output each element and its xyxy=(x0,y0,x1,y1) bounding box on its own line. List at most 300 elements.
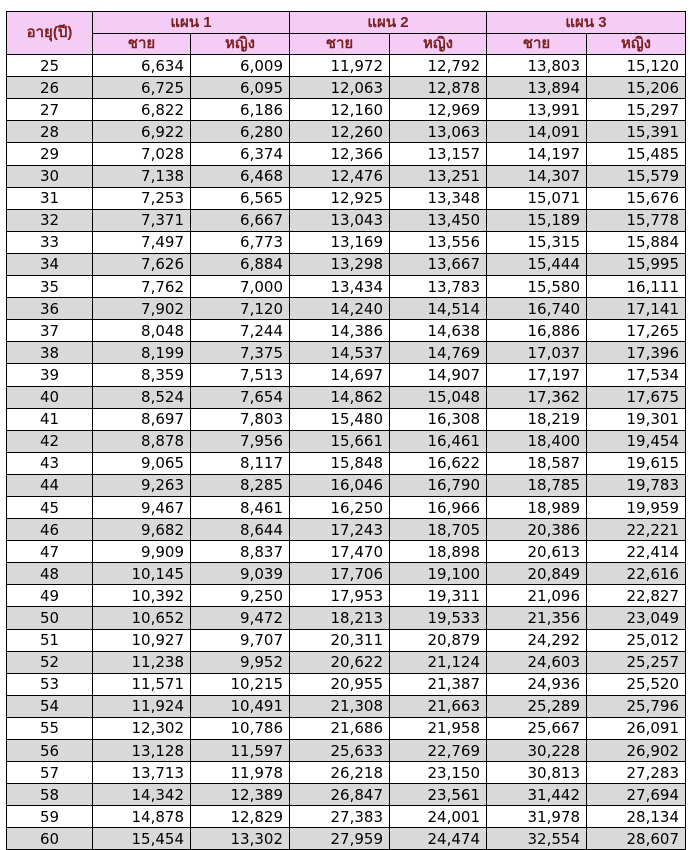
plan-3-male-cell: 25,667 xyxy=(487,717,587,739)
plan-1-female-cell: 10,215 xyxy=(191,673,290,695)
plan-3-male-cell: 20,849 xyxy=(487,563,587,585)
table-row xyxy=(7,364,686,386)
plan-2-female-cell: 12,969 xyxy=(390,99,487,121)
table-row xyxy=(7,717,686,739)
plan-3-male-cell: 16,886 xyxy=(487,320,587,342)
plan-3-female-cell: 25,257 xyxy=(587,651,686,673)
plan-3-male-cell: 20,386 xyxy=(487,519,587,541)
plan-2-male-cell: 13,298 xyxy=(290,253,390,275)
plan-3-female-cell: 19,615 xyxy=(587,452,686,474)
plan-3-female-cell: 15,120 xyxy=(587,55,686,77)
plan-1-female-cell: 7,803 xyxy=(191,408,290,430)
plan-2-female-cell: 13,556 xyxy=(390,231,487,253)
age-cell: 36 xyxy=(7,298,93,320)
plan-3-male-cell: 14,197 xyxy=(487,143,587,165)
table-row xyxy=(7,496,686,518)
plan-2-female-cell: 14,769 xyxy=(390,342,487,364)
plan-1-male-cell: 14,342 xyxy=(93,784,191,806)
plan-2-male-cell: 20,622 xyxy=(290,651,390,673)
plan-1-female-cell: 9,952 xyxy=(191,651,290,673)
plan-2-female-cell: 13,157 xyxy=(390,143,487,165)
plan-1-female-cell: 9,707 xyxy=(191,629,290,651)
plan-1-female-cell: 7,375 xyxy=(191,342,290,364)
plan-3-female-cell: 19,454 xyxy=(587,430,686,452)
plan-3-male-cell: 13,894 xyxy=(487,77,587,99)
plan-1-male-header: ชาย xyxy=(93,34,191,55)
plan-3-female-cell: 25,520 xyxy=(587,673,686,695)
plan-2-male-cell: 17,706 xyxy=(290,563,390,585)
plan-2-male-cell: 11,972 xyxy=(290,55,390,77)
plan-1-female-cell: 6,374 xyxy=(191,143,290,165)
plan-2-female-cell: 14,514 xyxy=(390,298,487,320)
plan-3-male-cell: 15,580 xyxy=(487,276,587,298)
plan-1-male-cell: 7,138 xyxy=(93,165,191,187)
age-cell: 50 xyxy=(7,607,93,629)
plan-1-female-cell: 6,009 xyxy=(191,55,290,77)
premium-table xyxy=(6,11,686,850)
plan-1-male-cell: 14,878 xyxy=(93,806,191,828)
plan-2-male-header: ชาย xyxy=(290,34,390,55)
plan-2-male-cell: 21,308 xyxy=(290,695,390,717)
plan-1-male-cell: 10,652 xyxy=(93,607,191,629)
plan-1-female-cell: 6,186 xyxy=(191,99,290,121)
plan-3-female-cell: 15,297 xyxy=(587,99,686,121)
plan-1-male-cell: 13,713 xyxy=(93,762,191,784)
plan-2-female-header: หญิง xyxy=(390,34,487,55)
age-cell: 44 xyxy=(7,474,93,496)
plan-2-female-cell: 24,474 xyxy=(390,828,487,850)
plan-2-female-cell: 18,705 xyxy=(390,519,487,541)
plan-3-male-cell: 30,228 xyxy=(487,740,587,762)
table-row xyxy=(7,298,686,320)
plan-3-male-cell: 15,315 xyxy=(487,231,587,253)
age-cell: 59 xyxy=(7,806,93,828)
plan-2-male-cell: 12,160 xyxy=(290,99,390,121)
table-row xyxy=(7,762,686,784)
plan-3-male-cell: 16,740 xyxy=(487,298,587,320)
plan-3-male-cell: 15,189 xyxy=(487,209,587,231)
plan-3-male-cell: 24,603 xyxy=(487,651,587,673)
age-cell: 46 xyxy=(7,519,93,541)
age-cell: 37 xyxy=(7,320,93,342)
age-cell: 41 xyxy=(7,408,93,430)
age-cell: 31 xyxy=(7,187,93,209)
plan-3-female-cell: 17,141 xyxy=(587,298,686,320)
plan-2-female-cell: 14,907 xyxy=(390,364,487,386)
plan-1-male-cell: 9,467 xyxy=(93,496,191,518)
plan-2-female-cell: 13,450 xyxy=(390,209,487,231)
plan-3-female-cell: 15,206 xyxy=(587,77,686,99)
table-row xyxy=(7,121,686,143)
plan-2-male-cell: 17,470 xyxy=(290,541,390,563)
plan-3-female-cell: 22,221 xyxy=(587,519,686,541)
header-row-gender xyxy=(7,34,686,55)
plan-1-male-cell: 10,392 xyxy=(93,585,191,607)
plan-2-female-cell: 16,308 xyxy=(390,408,487,430)
plan-2-male-cell: 27,383 xyxy=(290,806,390,828)
plan-1-male-cell: 7,902 xyxy=(93,298,191,320)
age-cell: 43 xyxy=(7,452,93,474)
plan-2-female-cell: 23,150 xyxy=(390,762,487,784)
table-row xyxy=(7,143,686,165)
plan-3-female-cell: 26,091 xyxy=(587,717,686,739)
plan-3-female-cell: 17,396 xyxy=(587,342,686,364)
plan-3-female-cell: 15,579 xyxy=(587,165,686,187)
age-cell: 54 xyxy=(7,695,93,717)
plan-2-male-cell: 17,953 xyxy=(290,585,390,607)
plan-3-female-cell: 27,283 xyxy=(587,762,686,784)
table-row xyxy=(7,828,686,850)
age-cell: 51 xyxy=(7,629,93,651)
age-cell: 55 xyxy=(7,717,93,739)
plan-1-male-cell: 10,145 xyxy=(93,563,191,585)
table-row xyxy=(7,695,686,717)
plan-2-male-cell: 12,925 xyxy=(290,187,390,209)
table-row xyxy=(7,165,686,187)
age-cell: 32 xyxy=(7,209,93,231)
age-cell: 38 xyxy=(7,342,93,364)
table-row xyxy=(7,276,686,298)
plan-3-female-cell: 17,534 xyxy=(587,364,686,386)
plan-1-female-cell: 7,654 xyxy=(191,386,290,408)
plan-3-male-cell: 18,400 xyxy=(487,430,587,452)
plan-3-female-cell: 25,012 xyxy=(587,629,686,651)
plan-2-female-cell: 22,769 xyxy=(390,740,487,762)
table-row xyxy=(7,563,686,585)
plan-1-male-cell: 9,682 xyxy=(93,519,191,541)
plan-2-female-cell: 13,783 xyxy=(390,276,487,298)
plan-3-male-header: ชาย xyxy=(487,34,587,55)
age-cell: 27 xyxy=(7,99,93,121)
plan-1-male-cell: 6,725 xyxy=(93,77,191,99)
plan-1-female-cell: 6,884 xyxy=(191,253,290,275)
plan-1-male-cell: 11,571 xyxy=(93,673,191,695)
plan-2-female-cell: 21,387 xyxy=(390,673,487,695)
plan-3-female-cell: 15,884 xyxy=(587,231,686,253)
plan-3-female-cell: 28,607 xyxy=(587,828,686,850)
age-cell: 25 xyxy=(7,55,93,77)
plan-3-female-cell: 15,391 xyxy=(587,121,686,143)
table-row xyxy=(7,430,686,452)
table-row xyxy=(7,784,686,806)
plan-2-female-cell: 21,663 xyxy=(390,695,487,717)
table-row xyxy=(7,585,686,607)
plan-2-female-cell: 16,461 xyxy=(390,430,487,452)
plan-1-female-cell: 8,461 xyxy=(191,496,290,518)
plan-2-female-cell: 16,966 xyxy=(390,496,487,518)
plan-3-female-cell: 19,959 xyxy=(587,496,686,518)
plan-2-female-cell: 16,790 xyxy=(390,474,487,496)
plan-3-female-cell: 15,995 xyxy=(587,253,686,275)
plan-3-male-cell: 14,091 xyxy=(487,121,587,143)
plan-1-male-cell: 8,048 xyxy=(93,320,191,342)
plan-2-male-cell: 12,366 xyxy=(290,143,390,165)
plan-1-female-cell: 9,472 xyxy=(191,607,290,629)
age-cell: 28 xyxy=(7,121,93,143)
plan-1-female-cell: 11,597 xyxy=(191,740,290,762)
plan-1-male-cell: 7,371 xyxy=(93,209,191,231)
plan-3-male-cell: 14,307 xyxy=(487,165,587,187)
plan-2-male-cell: 18,213 xyxy=(290,607,390,629)
plan-1-male-cell: 7,253 xyxy=(93,187,191,209)
table-row xyxy=(7,474,686,496)
plan-2-female-cell: 19,311 xyxy=(390,585,487,607)
plan-2-female-cell: 13,348 xyxy=(390,187,487,209)
plan-2-female-cell: 12,792 xyxy=(390,55,487,77)
plan-1-male-cell: 8,359 xyxy=(93,364,191,386)
plan-3-female-cell: 22,827 xyxy=(587,585,686,607)
age-cell: 57 xyxy=(7,762,93,784)
plan-2-female-cell: 13,251 xyxy=(390,165,487,187)
age-cell: 29 xyxy=(7,143,93,165)
plan-1-male-cell: 12,302 xyxy=(93,717,191,739)
plan-2-male-cell: 16,046 xyxy=(290,474,390,496)
plan-3-female-cell: 15,485 xyxy=(587,143,686,165)
plan-1-female-cell: 8,644 xyxy=(191,519,290,541)
plan-3-male-cell: 21,096 xyxy=(487,585,587,607)
plan-2-male-cell: 26,847 xyxy=(290,784,390,806)
plan-2-female-cell: 19,533 xyxy=(390,607,487,629)
table-row xyxy=(7,55,686,77)
plan-2-male-cell: 14,537 xyxy=(290,342,390,364)
table-row xyxy=(7,187,686,209)
plan-1-female-cell: 10,491 xyxy=(191,695,290,717)
age-cell: 39 xyxy=(7,364,93,386)
plan-1-female-cell: 6,095 xyxy=(191,77,290,99)
plan-2-female-cell: 15,048 xyxy=(390,386,487,408)
age-cell: 58 xyxy=(7,784,93,806)
plan-1-female-cell: 7,244 xyxy=(191,320,290,342)
plan-3-male-cell: 15,071 xyxy=(487,187,587,209)
table-row xyxy=(7,408,686,430)
plan-2-female-cell: 12,878 xyxy=(390,77,487,99)
age-cell: 48 xyxy=(7,563,93,585)
plan-3-female-cell: 27,694 xyxy=(587,784,686,806)
plan-3-female-header: หญิง xyxy=(587,34,686,55)
table-row xyxy=(7,342,686,364)
age-cell: 56 xyxy=(7,740,93,762)
plan-2-female-cell: 21,958 xyxy=(390,717,487,739)
plan-1-female-cell: 13,302 xyxy=(191,828,290,850)
plan-3-female-cell: 15,676 xyxy=(587,187,686,209)
plan-3-male-cell: 18,219 xyxy=(487,408,587,430)
plan-2-female-cell: 13,063 xyxy=(390,121,487,143)
plan-2-female-cell: 21,124 xyxy=(390,651,487,673)
plan-1-male-cell: 7,762 xyxy=(93,276,191,298)
plan-3-male-cell: 13,803 xyxy=(487,55,587,77)
table-row xyxy=(7,629,686,651)
plan-3-female-cell: 23,049 xyxy=(587,607,686,629)
plan-3-male-cell: 17,037 xyxy=(487,342,587,364)
plan-2-header: แผน 2 xyxy=(290,12,487,34)
plan-3-female-cell: 28,134 xyxy=(587,806,686,828)
plan-2-male-cell: 16,250 xyxy=(290,496,390,518)
plan-1-male-cell: 6,922 xyxy=(93,121,191,143)
plan-1-female-cell: 7,956 xyxy=(191,430,290,452)
plan-1-header: แผน 1 xyxy=(93,12,290,34)
plan-3-male-cell: 30,813 xyxy=(487,762,587,784)
plan-2-female-cell: 23,561 xyxy=(390,784,487,806)
plan-2-male-cell: 12,476 xyxy=(290,165,390,187)
plan-1-male-cell: 6,634 xyxy=(93,55,191,77)
plan-2-male-cell: 15,661 xyxy=(290,430,390,452)
plan-3-male-cell: 15,444 xyxy=(487,253,587,275)
plan-1-male-cell: 9,263 xyxy=(93,474,191,496)
plan-2-male-cell: 26,218 xyxy=(290,762,390,784)
table-row xyxy=(7,607,686,629)
plan-1-female-cell: 9,039 xyxy=(191,563,290,585)
plan-1-female-cell: 8,117 xyxy=(191,452,290,474)
plan-1-female-cell: 6,565 xyxy=(191,187,290,209)
age-cell: 34 xyxy=(7,253,93,275)
age-cell: 35 xyxy=(7,276,93,298)
plan-3-female-cell: 17,675 xyxy=(587,386,686,408)
plan-2-male-cell: 15,848 xyxy=(290,452,390,474)
plan-2-male-cell: 20,955 xyxy=(290,673,390,695)
plan-2-female-cell: 13,667 xyxy=(390,253,487,275)
plan-3-male-cell: 32,554 xyxy=(487,828,587,850)
plan-2-male-cell: 13,434 xyxy=(290,276,390,298)
plan-1-female-cell: 7,000 xyxy=(191,276,290,298)
plan-2-male-cell: 13,169 xyxy=(290,231,390,253)
plan-3-female-cell: 15,778 xyxy=(587,209,686,231)
plan-2-female-cell: 14,638 xyxy=(390,320,487,342)
plan-2-male-cell: 12,063 xyxy=(290,77,390,99)
table-body xyxy=(7,55,686,850)
plan-3-female-cell: 17,265 xyxy=(587,320,686,342)
plan-3-male-cell: 18,785 xyxy=(487,474,587,496)
plan-3-female-cell: 16,111 xyxy=(587,276,686,298)
plan-3-female-cell: 25,796 xyxy=(587,695,686,717)
age-cell: 26 xyxy=(7,77,93,99)
age-cell: 52 xyxy=(7,651,93,673)
plan-1-male-cell: 11,924 xyxy=(93,695,191,717)
plan-3-male-cell: 18,989 xyxy=(487,496,587,518)
plan-2-female-cell: 18,898 xyxy=(390,541,487,563)
plan-3-female-cell: 26,902 xyxy=(587,740,686,762)
plan-1-female-cell: 6,667 xyxy=(191,209,290,231)
header-row-plans xyxy=(7,12,686,34)
table-row xyxy=(7,740,686,762)
plan-1-male-cell: 8,199 xyxy=(93,342,191,364)
plan-2-male-cell: 13,043 xyxy=(290,209,390,231)
age-cell: 30 xyxy=(7,165,93,187)
age-cell: 53 xyxy=(7,673,93,695)
plan-1-female-cell: 10,786 xyxy=(191,717,290,739)
plan-3-male-cell: 31,978 xyxy=(487,806,587,828)
plan-3-header: แผน 3 xyxy=(487,12,686,34)
age-cell: 60 xyxy=(7,828,93,850)
plan-1-female-cell: 9,250 xyxy=(191,585,290,607)
plan-1-female-cell: 11,978 xyxy=(191,762,290,784)
table-row xyxy=(7,452,686,474)
plan-3-male-cell: 20,613 xyxy=(487,541,587,563)
table-row xyxy=(7,99,686,121)
age-column-header: อายุ(ปี) xyxy=(7,12,93,55)
plan-1-female-cell: 7,513 xyxy=(191,364,290,386)
plan-1-male-cell: 9,909 xyxy=(93,541,191,563)
plan-3-female-cell: 19,783 xyxy=(587,474,686,496)
table-row xyxy=(7,519,686,541)
table-row xyxy=(7,320,686,342)
plan-1-male-cell: 9,065 xyxy=(93,452,191,474)
plan-1-female-cell: 7,120 xyxy=(191,298,290,320)
plan-2-female-cell: 19,100 xyxy=(390,563,487,585)
plan-3-male-cell: 21,356 xyxy=(487,607,587,629)
plan-2-male-cell: 14,697 xyxy=(290,364,390,386)
plan-3-male-cell: 24,936 xyxy=(487,673,587,695)
plan-3-male-cell: 25,289 xyxy=(487,695,587,717)
table-row xyxy=(7,77,686,99)
age-cell: 42 xyxy=(7,430,93,452)
plan-1-male-cell: 7,028 xyxy=(93,143,191,165)
plan-1-male-cell: 11,238 xyxy=(93,651,191,673)
plan-2-male-cell: 27,959 xyxy=(290,828,390,850)
age-cell: 49 xyxy=(7,585,93,607)
table-row xyxy=(7,209,686,231)
plan-3-male-cell: 18,587 xyxy=(487,452,587,474)
age-cell: 40 xyxy=(7,386,93,408)
table-row xyxy=(7,386,686,408)
plan-1-male-cell: 8,524 xyxy=(93,386,191,408)
plan-3-male-cell: 17,362 xyxy=(487,386,587,408)
plan-3-female-cell: 22,414 xyxy=(587,541,686,563)
table-row xyxy=(7,806,686,828)
plan-3-male-cell: 24,292 xyxy=(487,629,587,651)
age-cell: 47 xyxy=(7,541,93,563)
plan-3-female-cell: 19,301 xyxy=(587,408,686,430)
plan-1-male-cell: 6,822 xyxy=(93,99,191,121)
plan-2-female-cell: 20,879 xyxy=(390,629,487,651)
plan-2-male-cell: 14,240 xyxy=(290,298,390,320)
age-cell: 45 xyxy=(7,496,93,518)
plan-2-female-cell: 24,001 xyxy=(390,806,487,828)
plan-1-male-cell: 15,454 xyxy=(93,828,191,850)
plan-1-male-cell: 13,128 xyxy=(93,740,191,762)
table-row xyxy=(7,541,686,563)
plan-1-male-cell: 8,697 xyxy=(93,408,191,430)
plan-2-male-cell: 21,686 xyxy=(290,717,390,739)
plan-1-female-cell: 6,280 xyxy=(191,121,290,143)
plan-2-male-cell: 15,480 xyxy=(290,408,390,430)
plan-2-male-cell: 14,862 xyxy=(290,386,390,408)
plan-2-male-cell: 25,633 xyxy=(290,740,390,762)
plan-2-male-cell: 14,386 xyxy=(290,320,390,342)
plan-1-female-cell: 12,389 xyxy=(191,784,290,806)
plan-1-male-cell: 7,626 xyxy=(93,253,191,275)
premium-table-container xyxy=(6,11,686,850)
table-row xyxy=(7,231,686,253)
plan-1-male-cell: 8,878 xyxy=(93,430,191,452)
table-row xyxy=(7,253,686,275)
plan-2-male-cell: 17,243 xyxy=(290,519,390,541)
plan-1-male-cell: 7,497 xyxy=(93,231,191,253)
table-row xyxy=(7,651,686,673)
plan-1-female-cell: 8,285 xyxy=(191,474,290,496)
plan-3-male-cell: 17,197 xyxy=(487,364,587,386)
plan-2-male-cell: 20,311 xyxy=(290,629,390,651)
plan-3-male-cell: 31,442 xyxy=(487,784,587,806)
age-cell: 33 xyxy=(7,231,93,253)
plan-3-male-cell: 13,991 xyxy=(487,99,587,121)
plan-2-male-cell: 12,260 xyxy=(290,121,390,143)
plan-1-female-cell: 6,773 xyxy=(191,231,290,253)
plan-2-female-cell: 16,622 xyxy=(390,452,487,474)
plan-3-female-cell: 22,616 xyxy=(587,563,686,585)
plan-1-male-cell: 10,927 xyxy=(93,629,191,651)
plan-1-female-header: หญิง xyxy=(191,34,290,55)
table-row xyxy=(7,673,686,695)
